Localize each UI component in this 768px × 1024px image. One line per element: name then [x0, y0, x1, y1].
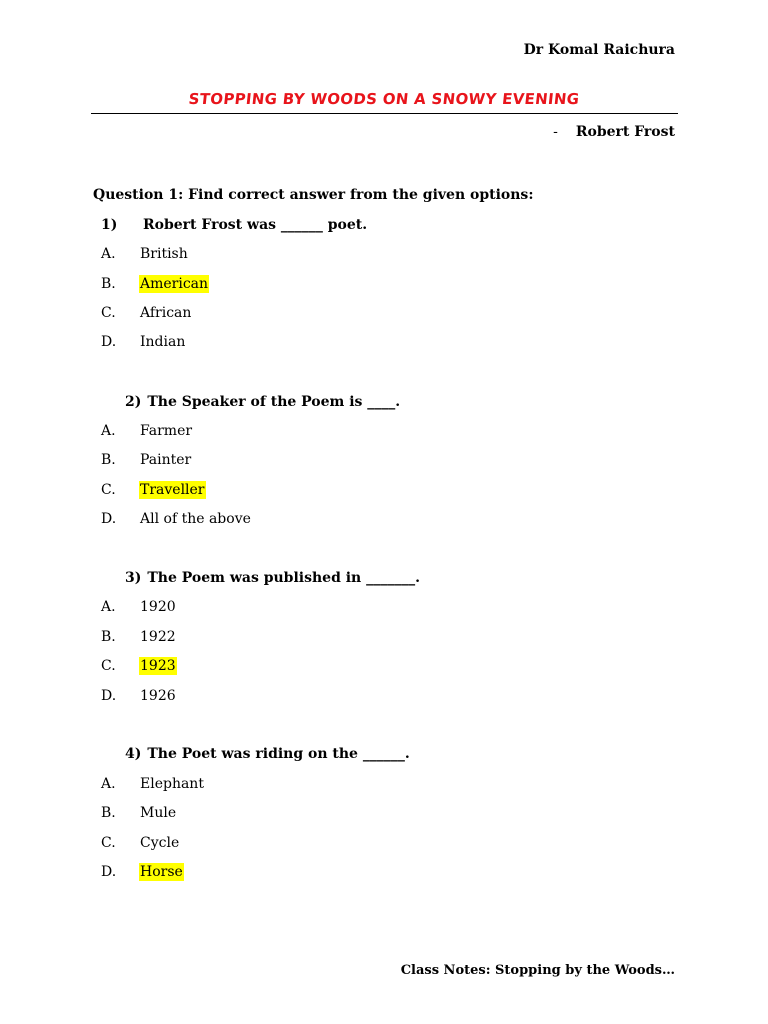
option-text-highlighted: Horse — [140, 864, 183, 880]
option-4b — [101, 805, 177, 821]
option-text: Elephant — [140, 776, 204, 792]
option-text: 1920 — [140, 599, 176, 615]
question-2 — [125, 394, 400, 410]
option-3c — [101, 658, 177, 674]
option-text: Mule — [140, 805, 177, 821]
option-letter: C. — [101, 658, 116, 674]
option-letter: A. — [101, 423, 116, 439]
option-4c — [101, 835, 180, 851]
option-text: African — [140, 305, 192, 321]
option-letter: B. — [101, 276, 116, 292]
option-letter: A. — [101, 776, 116, 792]
option-3d — [101, 688, 177, 704]
document-title: STOPPING BY WOODS ON A SNOWY EVENING — [187, 90, 581, 108]
option-letter: A. — [101, 246, 116, 262]
question-text: The Poem was published in _______. — [147, 570, 420, 586]
option-text: Indian — [140, 334, 186, 350]
question-number: 2) — [125, 394, 142, 410]
option-2b — [101, 452, 192, 468]
question-1 — [101, 217, 367, 233]
option-text: Cycle — [140, 835, 180, 851]
poet-name: Robert Frost — [575, 124, 675, 140]
option-1c — [101, 305, 192, 321]
title-divider — [91, 113, 678, 114]
option-1b — [101, 276, 209, 292]
footer-note: Class Notes: Stopping by the Woods… — [400, 963, 675, 978]
question-text: Robert Frost was ______ poet. — [143, 217, 368, 233]
question-4 — [125, 746, 410, 762]
option-letter: B. — [101, 805, 116, 821]
option-text: British — [140, 246, 188, 262]
question-number: 3) — [125, 570, 142, 586]
poet-dash: - — [553, 124, 558, 140]
option-2c — [101, 482, 206, 498]
option-letter: D. — [101, 864, 117, 880]
option-letter: B. — [101, 452, 116, 468]
option-text-highlighted: American — [140, 276, 209, 292]
option-1d — [101, 334, 186, 350]
header-author: Dr Komal Raichura — [523, 42, 675, 58]
option-letter: B. — [101, 629, 116, 645]
option-letter: C. — [101, 482, 116, 498]
option-text: All of the above — [140, 511, 251, 527]
question-text: The Poet was riding on the ______. — [147, 746, 410, 762]
option-text: Farmer — [140, 423, 193, 439]
option-2a — [101, 423, 193, 439]
option-letter: C. — [101, 305, 116, 321]
option-letter: A. — [101, 599, 116, 615]
option-text-highlighted: 1923 — [140, 658, 176, 674]
option-text: 1922 — [140, 629, 176, 645]
option-text: 1926 — [140, 688, 176, 704]
option-1a — [101, 246, 189, 262]
section-heading: Question 1: Find correct answer from the given options: — [93, 187, 534, 203]
question-number: 1) — [101, 217, 118, 233]
option-2d — [101, 511, 252, 527]
option-text-highlighted: Traveller — [140, 482, 205, 498]
question-number: 4) — [125, 746, 142, 762]
option-3b — [101, 629, 177, 645]
option-letter: C. — [101, 835, 116, 851]
question-text: The Speaker of the Poem is ____. — [147, 394, 401, 410]
poet-attribution — [553, 124, 675, 140]
option-4a — [101, 776, 205, 792]
question-3 — [125, 570, 420, 586]
option-4d — [101, 864, 184, 880]
option-letter: D. — [101, 334, 117, 350]
option-letter: D. — [101, 688, 117, 704]
option-text: Painter — [140, 452, 192, 468]
option-letter: D. — [101, 511, 117, 527]
option-3a — [101, 599, 177, 615]
